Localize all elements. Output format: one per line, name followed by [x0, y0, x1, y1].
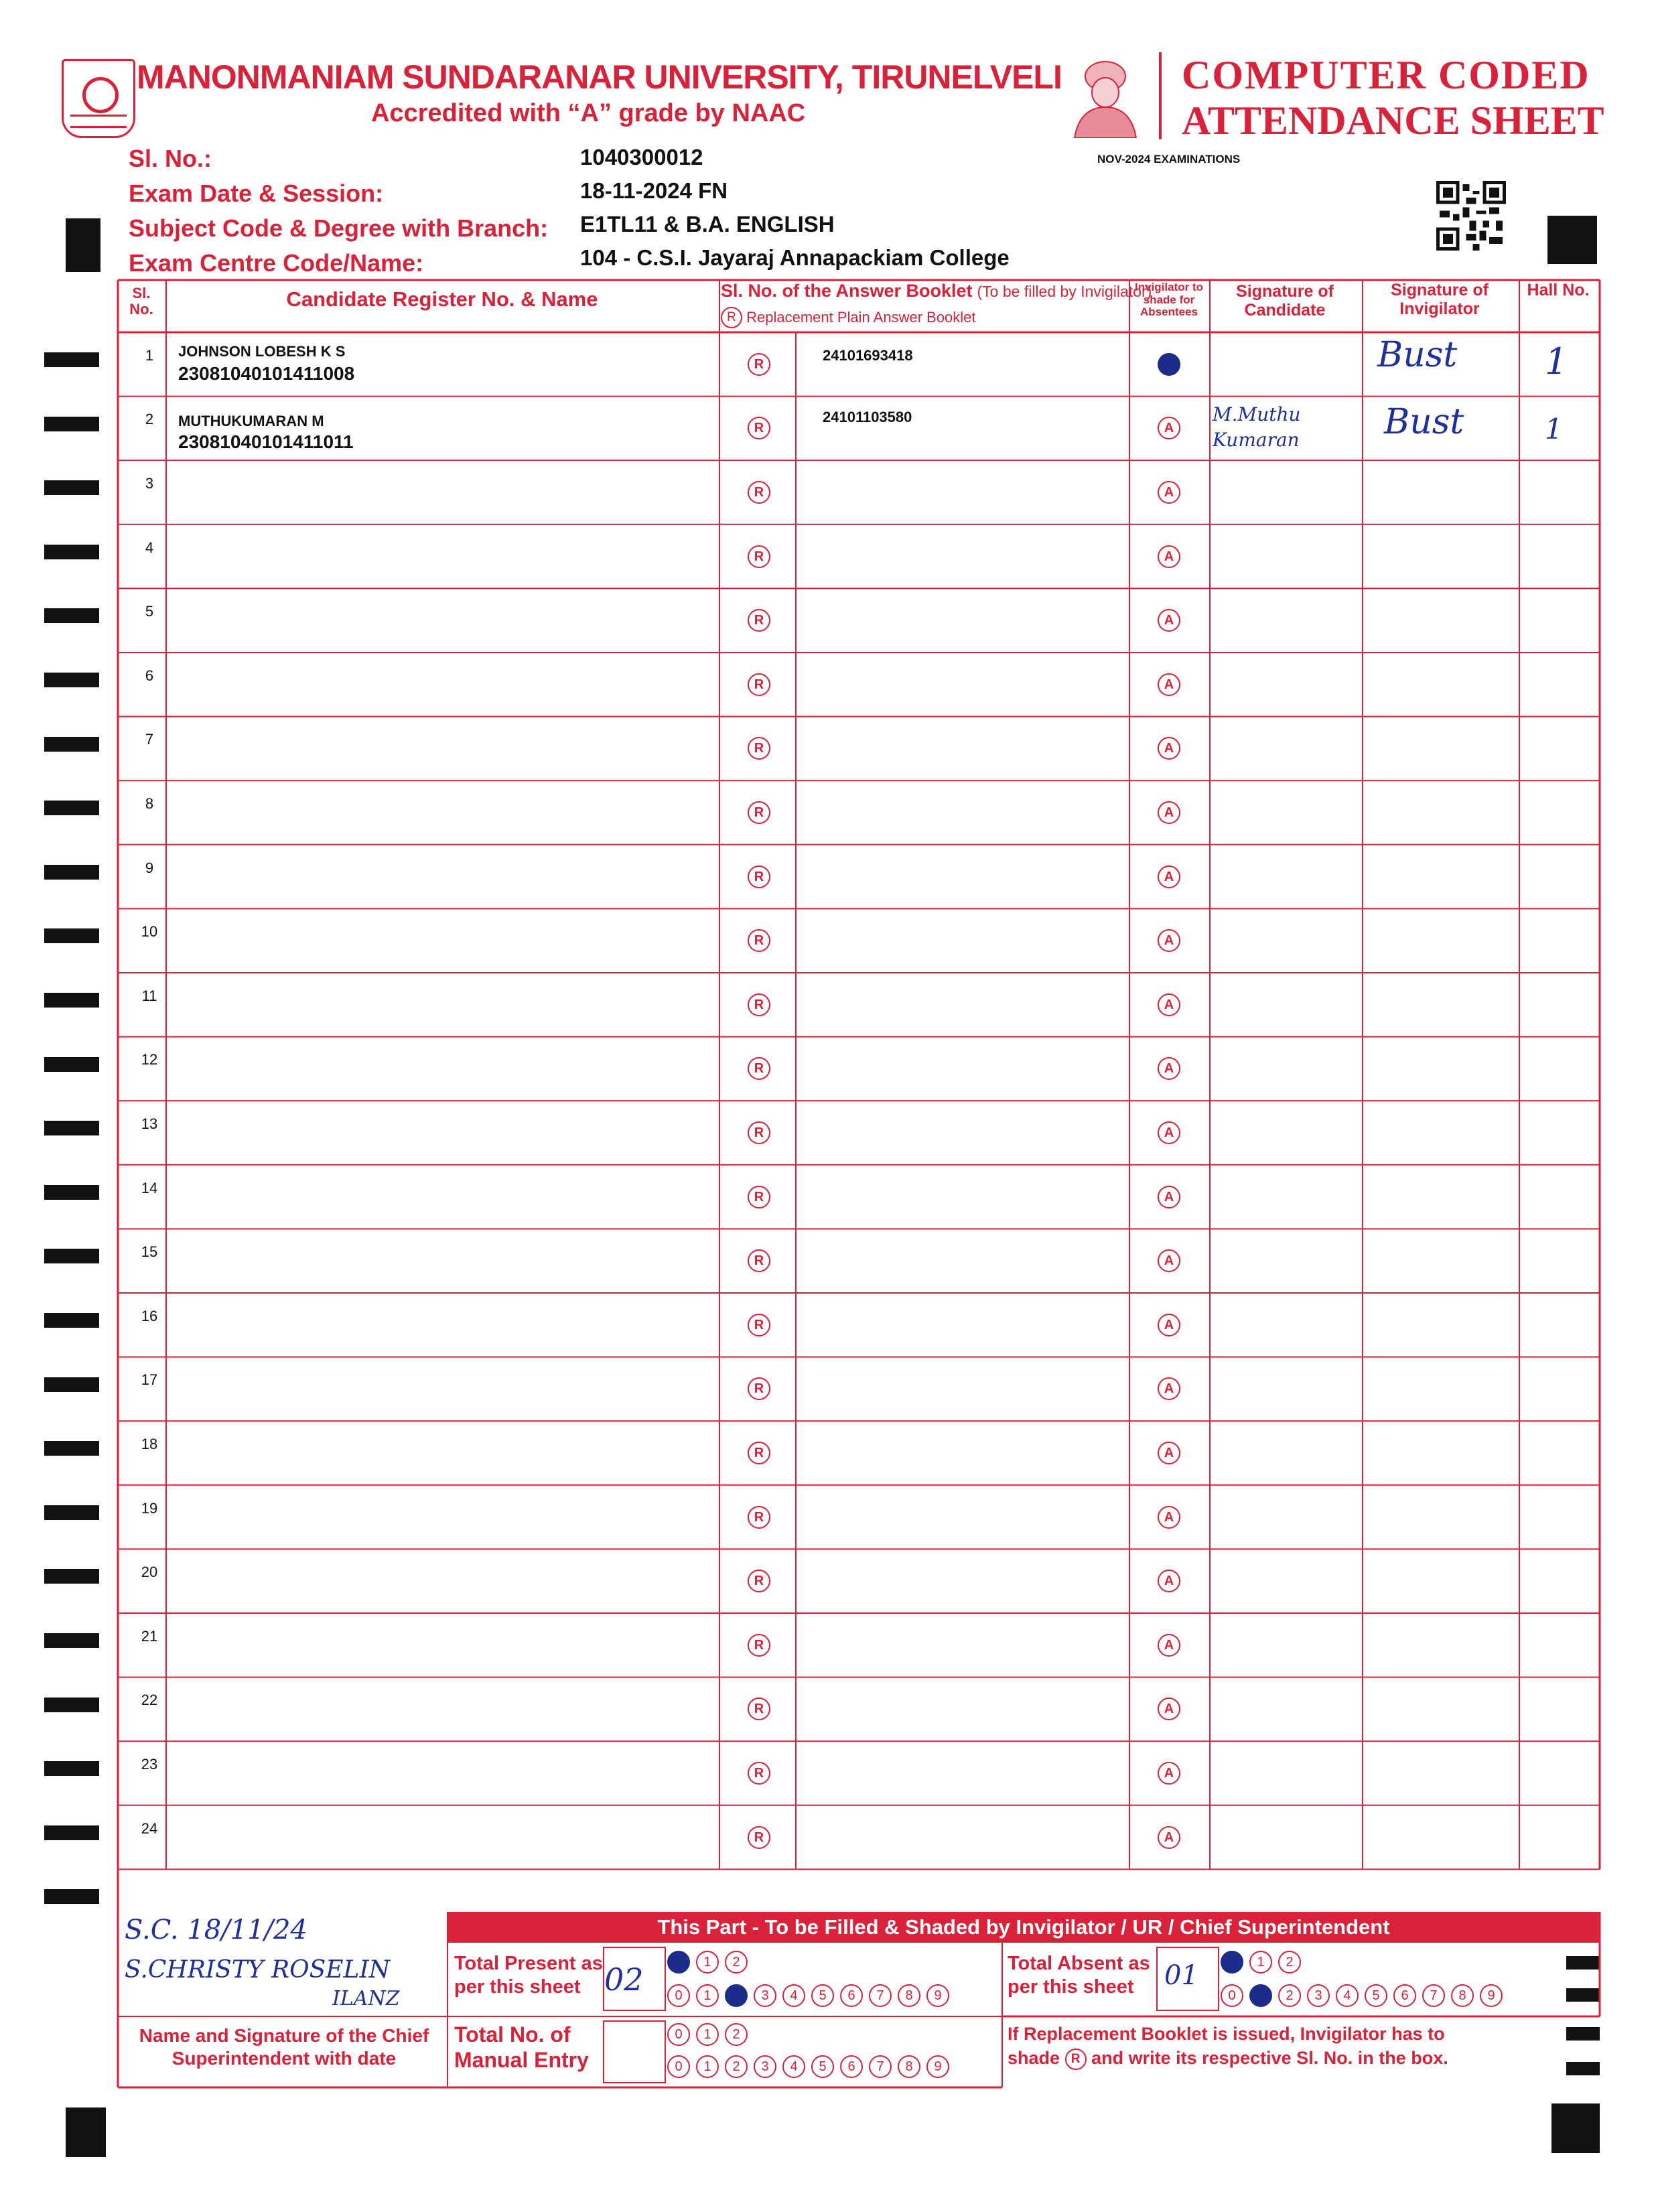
digit-bubble[interactable]: 9 — [926, 2055, 949, 2078]
row-number: 20 — [141, 1564, 158, 1581]
row-number: 17 — [141, 1371, 158, 1389]
absentee-bubble[interactable]: A — [1158, 1698, 1180, 1720]
exam-date-value: 18-11-2024 FN — [580, 178, 728, 203]
replacement-bubble[interactable]: R — [748, 1442, 770, 1464]
row-number: 22 — [141, 1691, 158, 1709]
absentee-bubble[interactable]: A — [1158, 1826, 1180, 1849]
col-header-hall: Hall No. — [1527, 281, 1590, 299]
replacement-bubble[interactable]: R — [748, 609, 770, 632]
digit-bubble[interactable]: 2 — [1278, 1984, 1301, 2007]
digit-bubble[interactable]: 0 — [667, 2023, 690, 2046]
digit-bubble[interactable]: 4 — [1336, 1984, 1359, 2007]
chief-name-handwritten-2: ILANZ — [332, 1987, 400, 2010]
sl-no-label: Sl. No.: — [129, 145, 212, 172]
replacement-bubble[interactable]: R — [748, 1057, 770, 1080]
digit-bubble[interactable]: 0 — [1221, 1984, 1243, 2007]
replacement-bubble[interactable]: R — [748, 1186, 770, 1208]
digit-bubble[interactable]: 7 — [869, 2055, 892, 2078]
absentee-bubble[interactable]: A — [1158, 1186, 1180, 1208]
digit-bubble[interactable]: 2 — [725, 1951, 748, 1974]
col-header-sig-candidate: Signature of Candidate — [1236, 282, 1334, 320]
digit-bubble[interactable]: 3 — [754, 2055, 776, 2078]
absentee-bubble[interactable]: A — [1158, 1314, 1180, 1336]
col-header-booklet-note: (To be filled by Invigilator) — [977, 283, 1152, 300]
digit-bubble[interactable]: 6 — [1393, 1984, 1416, 2007]
sl-no-value: 1040300012 — [580, 145, 703, 169]
hall-no: 1 — [1545, 340, 1568, 383]
replacement-bubble[interactable]: R — [748, 545, 770, 568]
digit-bubble[interactable]: 8 — [1451, 1984, 1474, 2007]
replacement-bubble[interactable]: R — [748, 1506, 770, 1529]
replacement-bubble[interactable]: R — [748, 1314, 770, 1336]
candidate-signature: M.Muthu Kumaran — [1213, 403, 1301, 451]
exam-centre-value: 104 - C.S.I. Jayaraj Annapackiam College — [580, 245, 1010, 270]
absentee-bubble[interactable]: A — [1158, 481, 1180, 504]
total-present-value: 02 — [604, 1961, 644, 1998]
replacement-bubble[interactable]: R — [748, 1570, 770, 1592]
row-number: 8 — [145, 795, 154, 812]
exam-centre-label: Exam Centre Code/Name: — [129, 249, 424, 277]
row-number: 13 — [141, 1115, 158, 1132]
replacement-bubble[interactable]: R — [748, 1249, 770, 1272]
col-header-invigilator-shade: Invigilator to shade for Absentees — [1135, 281, 1203, 319]
row-number: 16 — [141, 1307, 158, 1324]
digit-bubble[interactable]: 0 — [667, 2055, 690, 2078]
chief-name-handwritten: S.CHRISTY ROSELIN — [125, 1956, 391, 1984]
chief-signature-date: S.C. 18/11/24 — [125, 1915, 307, 1945]
replacement-bubble[interactable]: R — [748, 737, 770, 760]
digit-bubble[interactable]: 2 — [725, 2023, 748, 2046]
digit-bubble[interactable]: 5 — [1365, 1984, 1387, 2007]
row-number: 15 — [141, 1243, 158, 1261]
absentee-bubble[interactable]: A — [1158, 609, 1180, 632]
digit-bubble[interactable]: 4 — [782, 1984, 805, 2007]
chief-signature-label: Name and Signature of the Chief Superintendent with date — [139, 2025, 429, 2069]
digit-bubble[interactable]: 4 — [782, 2055, 805, 2078]
row-number: 18 — [141, 1436, 158, 1452]
row-number: 7 — [145, 731, 154, 748]
col-header-candidate: Candidate Register No. & Name — [286, 287, 598, 311]
absentee-bubble[interactable]: A — [1158, 1057, 1180, 1080]
row-number: 21 — [141, 1627, 158, 1645]
subject-code-value: E1TL11 & B.A. ENGLISH — [580, 212, 835, 236]
replacement-bubble[interactable]: R — [748, 866, 770, 888]
absentee-bubble[interactable]: A — [1158, 1506, 1180, 1529]
absentee-bubble[interactable]: A — [1158, 353, 1180, 376]
col-header-booklet — [721, 281, 1152, 301]
digit-bubble[interactable]: 8 — [898, 2055, 920, 2078]
replacement-bubble[interactable]: R — [748, 1762, 770, 1785]
absent-units-digits — [1221, 1984, 1509, 2007]
invigilator-signature: Bust — [1377, 335, 1458, 375]
document-title-line2: ATTENDANCE SHEET — [1182, 98, 1604, 143]
row-number: 3 — [145, 475, 154, 492]
col-header-sl: Sl. No. — [129, 285, 153, 318]
absentee-bubble[interactable]: A — [1158, 673, 1180, 696]
university-name: MANONMANIAM SUNDARANAR UNIVERSITY, TIRUNELVELI — [137, 58, 1062, 96]
absentee-bubble[interactable]: A — [1158, 545, 1180, 568]
replacement-bubble[interactable]: R — [748, 993, 770, 1016]
present-units-digits — [667, 1984, 955, 2007]
digit-bubble[interactable]: 9 — [926, 1984, 949, 2007]
col-header-replacement-text: Replacement Plain Answer Booklet — [746, 309, 976, 326]
replacement-bubble[interactable]: R — [748, 1377, 770, 1400]
exam-session-note: NOV-2024 EXAMINATIONS — [1097, 153, 1241, 165]
replacement-mark-icon: R — [1065, 2049, 1087, 2070]
answer-booklet-no: 24101103580 — [823, 409, 912, 425]
row-number: 1 — [145, 346, 154, 364]
digit-bubble[interactable]: 0 — [667, 1951, 690, 1974]
digit-bubble[interactable]: 2 — [725, 2055, 748, 2078]
digit-bubble[interactable]: 5 — [811, 1984, 834, 2007]
digit-bubble[interactable]: 2 — [1278, 1951, 1301, 1974]
total-absent-value: 01 — [1164, 1960, 1198, 1991]
accreditation-text: Accredited with “A” grade by NAAC — [371, 99, 806, 127]
row-number: 23 — [141, 1756, 158, 1773]
absentee-bubble[interactable]: A — [1158, 1634, 1180, 1657]
candidate-name: MUTHUKUMARAN M — [178, 413, 324, 429]
absentee-bubble[interactable]: A — [1158, 737, 1180, 760]
manual-entry-label: Total No. of Manual Entry — [454, 2022, 589, 2073]
total-present-label: Total Present as per this sheet — [454, 1953, 603, 1998]
digit-bubble[interactable]: 1 — [696, 2055, 719, 2078]
absentee-bubble[interactable]: A — [1158, 929, 1180, 952]
manual-entry-box[interactable] — [603, 2020, 666, 2083]
row-number: 14 — [141, 1179, 158, 1196]
replacement-bubble[interactable]: R — [748, 1121, 770, 1144]
digit-bubble[interactable]: 0 — [1221, 1951, 1243, 1974]
digit-bubble[interactable]: 1 — [1249, 1984, 1272, 2007]
absentee-bubble[interactable]: A — [1158, 1249, 1180, 1272]
digit-bubble[interactable]: 1 — [696, 1951, 719, 1974]
digit-bubble[interactable]: 6 — [840, 1984, 863, 2007]
answer-booklet-no: 24101693418 — [823, 347, 913, 364]
replacement-bubble[interactable]: R — [748, 1826, 770, 1849]
absentee-bubble[interactable]: A — [1158, 1762, 1180, 1785]
col-header-booklet-main: Sl. No. of the Answer Booklet — [721, 281, 973, 301]
replacement-bubble[interactable]: R — [748, 801, 770, 824]
digit-bubble[interactable]: 3 — [1307, 1984, 1330, 2007]
replacement-bubble[interactable]: R — [748, 1698, 770, 1720]
digit-bubble[interactable]: 2 — [725, 1984, 748, 2007]
row-number: 24 — [141, 1819, 158, 1837]
digit-bubble[interactable]: 5 — [811, 2055, 834, 2078]
absent-tens-digits — [1221, 1951, 1307, 1974]
total-absent-label: Total Absent as per this sheet — [1008, 1953, 1150, 1998]
digit-bubble[interactable]: 0 — [667, 1984, 690, 2007]
row-number: 4 — [145, 539, 154, 556]
replacement-note-line1: If Replacement Booklet is issued, Invigilator has to — [1008, 2024, 1445, 2044]
digit-bubble[interactable]: 1 — [696, 1984, 719, 2007]
candidate-register-no: 23081040101411011 — [178, 431, 354, 452]
digit-bubble[interactable]: 1 — [696, 2023, 719, 2046]
replacement-bubble[interactable]: R — [748, 929, 770, 952]
replacement-bubble[interactable]: R — [748, 417, 770, 439]
absentee-bubble[interactable]: A — [1158, 1121, 1180, 1144]
exam-date-label: Exam Date & Session: — [129, 180, 384, 207]
col-header-sig-invigilator: Signature of Invigilator — [1391, 281, 1489, 318]
row-number: 10 — [141, 923, 158, 941]
absentee-bubble[interactable]: A — [1158, 1442, 1180, 1464]
replacement-bubble[interactable]: R — [748, 353, 770, 376]
row-number: 9 — [145, 859, 154, 876]
replacement-mark-icon: R — [721, 307, 742, 328]
replacement-note-pre: shade — [1008, 2048, 1060, 2069]
row-number: 12 — [141, 1051, 158, 1068]
digit-bubble[interactable]: 9 — [1480, 1984, 1503, 2007]
row-number: 6 — [145, 667, 154, 684]
replacement-note-post: and write its respective Sl. No. in the box. — [1091, 2048, 1448, 2069]
row-number: 19 — [141, 1499, 158, 1517]
digit-bubble[interactable]: 6 — [840, 2055, 863, 2078]
row-number: 11 — [141, 987, 157, 1004]
footer-instruction-band: This Part - To be Filled & Shaded by Invigilator / UR / Chief Superintendent — [447, 1912, 1600, 1943]
invigilator-signature: Bust — [1384, 402, 1464, 442]
hall-no: 1 — [1545, 413, 1563, 445]
candidate-name: JOHNSON LOBESH K S — [178, 343, 346, 360]
digit-bubble[interactable]: 1 — [1249, 1951, 1272, 1974]
present-tens-digits — [667, 1951, 754, 1974]
col-header-replacement — [721, 304, 1131, 328]
absentee-bubble[interactable]: A — [1158, 993, 1180, 1016]
absentee-bubble[interactable]: A — [1158, 1377, 1180, 1400]
absentee-bubble[interactable]: A — [1158, 801, 1180, 824]
digit-bubble[interactable]: 7 — [1422, 1984, 1445, 2007]
digit-bubble[interactable]: 7 — [869, 1984, 892, 2007]
absentee-bubble[interactable]: A — [1158, 1570, 1180, 1592]
row-number: 2 — [145, 411, 154, 428]
digit-bubble[interactable]: 8 — [898, 1984, 920, 2007]
candidate-register-no: 23081040101411008 — [178, 363, 355, 384]
manual-tens-digits — [667, 2023, 754, 2046]
row-number: 5 — [145, 603, 154, 620]
replacement-bubble[interactable]: R — [748, 673, 770, 696]
replacement-note — [1008, 2022, 1448, 2071]
subject-code-label: Subject Code & Degree with Branch: — [129, 214, 549, 242]
absentee-bubble[interactable]: A — [1158, 417, 1180, 439]
replacement-bubble[interactable]: R — [748, 1634, 770, 1657]
digit-bubble[interactable]: 3 — [754, 1984, 776, 2007]
replacement-bubble[interactable]: R — [748, 481, 770, 504]
document-title-line1: COMPUTER CODED — [1182, 53, 1590, 97]
manual-units-digits — [667, 2055, 955, 2078]
absentee-bubble[interactable]: A — [1158, 866, 1180, 888]
